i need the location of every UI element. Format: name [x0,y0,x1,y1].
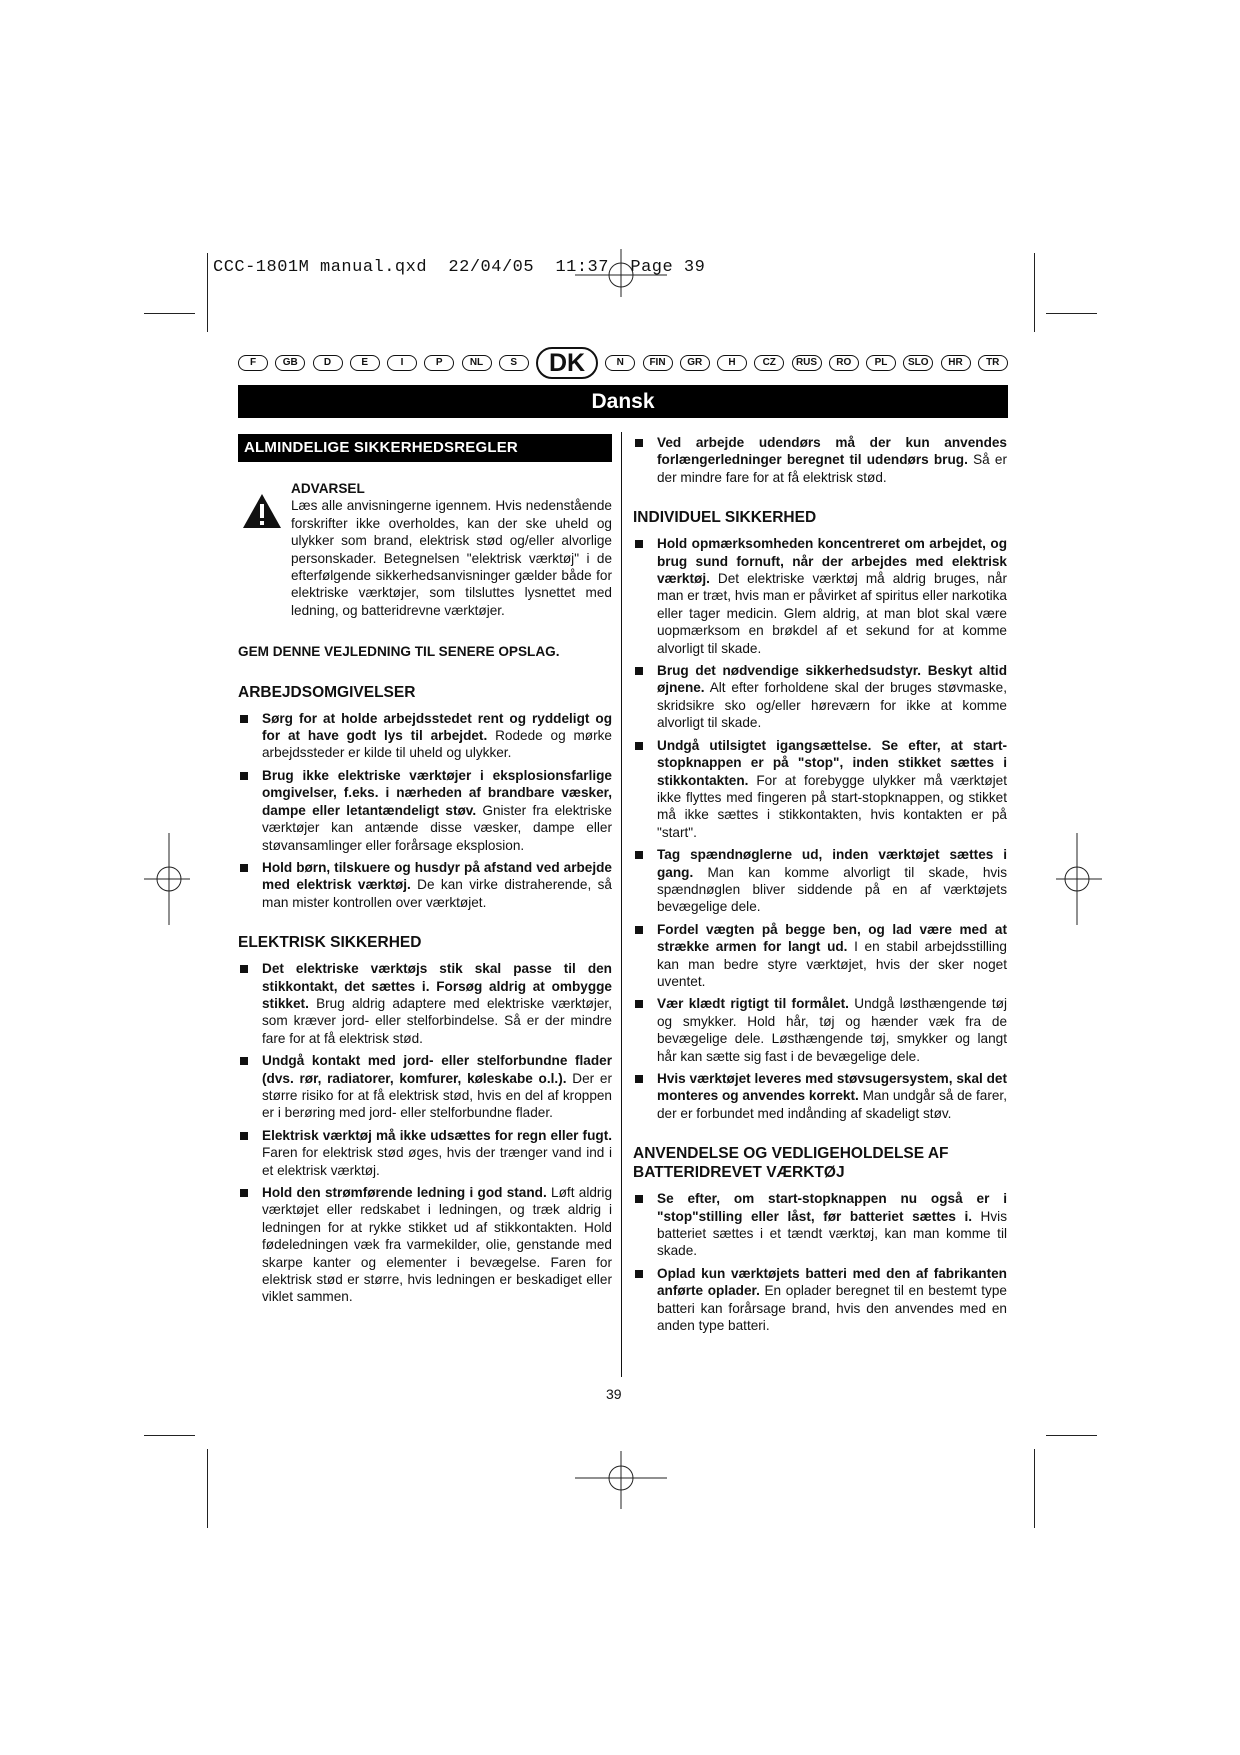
list-item [633,434,1007,486]
list-item [633,1190,1007,1260]
list-item [238,710,612,762]
language-tab-e: E [350,355,380,371]
item-bold-text: Sørg for at holde arbejdsstedet rent og ryddeligt og for at have godt lys til arbejdet. [262,710,612,744]
language-tab-n: N [605,355,635,371]
section-title-general-safety: ALMINDELIGE SIKKERHEDSREGLER [238,434,612,462]
crop-mark [144,313,195,314]
item-bold-text: Undgå utilsigtet igangsættelse. Se efter, at start-stopknappen er på "stop", inden stikket sættes i stikkontakten. [657,737,1007,788]
item-text: Man kan komme alvorligt til skade, hvis spændnøglen bliver siddende på en af værktøjets bevægelige dele. [657,864,1007,915]
warning-block [238,480,612,619]
language-tab-rus: RUS [792,355,822,371]
item-text: Gnister fra elektriske værktøjer kan antænde disse væsker, dampe eller støvansamlinger eller forårsage eksplosion. [262,802,612,853]
item-bold-text: Oplad kun værktøjets batteri med den af fabrikanten anførte oplader. [657,1265,1007,1299]
language-tab-f: F [238,355,268,371]
item-bold-text: Hvis værktøjet leveres med støvsugersystem, skal det monteres og anvendes korrekt. [657,1071,1007,1104]
list-item [633,921,1007,991]
item-text: Alt efter forholdene skal der bruges støvmaske, skridsikre sko og/eller høreværn for ikke at komme alvorligt til skade. [657,680,1007,731]
list-item [633,662,1007,732]
list-item [633,846,1007,916]
language-tab-pl: PL [866,355,896,371]
language-tab-slo: SLO [903,355,933,371]
item-text: Man undgår så de farer, der er forbundet med indånding af skadeligt støv. [657,1088,1007,1121]
item-bold-text: Brug ikke elektriske værktøjer i eksplosionsfarlige omgivelser, f.eks. i nærheden af brandbare væsker, dampe eller letantændeligt støv. [262,767,612,818]
item-text: En oplader beregnet til en bestemt type batteri kan forårsage brand, hvis den anvendes med en anden type batteri. [657,1283,1007,1334]
column-divider [621,432,622,1377]
heading-electrical-safety: ELEKTRISK SIKKERHED [238,934,422,952]
item-text: Det elektriske værktøj må aldrig bruges, når man er træt, hvis man er påvirket af spiritus eller narkotika eller tager medicin. Glem aldrig, at man blot skal være uopmærksom en brøkdel af et sekund for at komme alvorligt til skade. [657,571,1007,656]
item-text: De kan virke distraherende, så man mister kontrollen over værktøjet. [262,877,612,910]
language-tab-dk: DK [536,347,598,379]
list-item [238,767,612,854]
item-text: Hvis batteriet sættes i et tændt værktøj, kan man komme til skade. [657,1208,1007,1259]
heading-battery-tool: ANVENDELSE OG VEDLIGEHOLDELSE AF BATTERIDREVET VÆRKTØJ [633,1145,949,1182]
list-item [633,737,1007,841]
registration-mark-bottom [575,1451,667,1509]
warning-title: ADVARSEL [291,481,365,496]
registration-mark-right [1056,833,1102,925]
list-item [238,859,612,911]
crop-mark [144,1435,195,1436]
warning-text: Læs alle anvisningerne igennem. Hvis nedenstående forskrifter ikke overholdes, kan der ske uheld og ulykker som brand, elektrisk stød og/eller alvorlige personskader. Betegnelsen "elektrisk værktøj" i de efterfølgende sikkerhedsanvisninger gælder både for elektriske værktøjer, som tilsluttes lysnettet med ledning, og batteridrevne værktøjer. [291,498,612,618]
heading-work-area: ARBEJDSOMGIVELSER [238,683,416,701]
heading-personal-safety: INDIVIDUEL SIKKERHED [633,509,817,527]
item-text: I en stabil arbejdsstilling kan man bedre styre værktøjet, hvis der sker noget uventet. [657,939,1007,989]
language-tab-cz: CZ [754,355,784,371]
battery-tool-list [633,1190,1007,1334]
item-bold-text: Fordel vægten på begge ben, og lad være med at strække armen for langt ud. [657,921,1007,955]
list-item [633,1070,1007,1122]
item-text: For at forebygge ulykker må værktøjet ikke flyttes med fingeren på start-stopknappen, og stikket må ikke sættes i stikkontakten, hvis kontakten er på "start". [657,772,1007,840]
language-tab-fin: FIN [643,355,673,371]
list-item [238,960,612,1047]
crop-mark [207,253,208,332]
crop-mark [1046,313,1097,314]
item-bold-text: Hold opmærksomheden koncentreret om arbejdet, og brug sund fornuft, når der arbejdes med elektrisk værktøj. [657,536,1007,587]
language-tab-tr: TR [978,355,1008,371]
page-number: 39 [606,1386,622,1402]
language-tab-h: H [717,355,747,371]
item-text: Så er der mindre fare for at få elektrisk stød. [657,452,1007,485]
warning-triangle-icon [242,493,282,529]
crop-mark [1046,1435,1097,1436]
outdoor-list [633,434,1007,486]
list-item [633,535,1007,657]
item-text: Faren for elektrisk stød øges, hvis der trænger vand ind i et elektrisk værktøj. [262,1145,612,1178]
language-tab-hr: HR [941,355,971,371]
registration-mark-left [144,833,190,925]
keep-notice: GEM DENNE VEJLEDNING TIL SENERE OPSLAG. [238,644,560,660]
item-bold-text: Brug det nødvendige sikkerhedsudstyr. Beskyt altid øjnene. [657,663,1007,696]
list-item [238,1127,612,1179]
list-item [633,995,1007,1065]
item-bold-text: Hold børn, tilskuere og husdyr på afstand ved arbejde med elektrisk værktøj. [262,859,612,893]
electrical-safety-list [238,960,612,1306]
language-tab-nl: NL [462,355,492,371]
language-tab-ro: RO [829,355,859,371]
list-item [238,1052,612,1122]
language-tab-gr: GR [680,355,710,371]
item-bold-text: Det elektriske værktøjs stik skal passe til den stikkontakt, det sættes i. Forsøg aldrig at ombygge stikket. [262,961,612,1011]
language-tab-p: P [424,355,454,371]
item-text: Brug aldrig adaptere med elektriske værktøjer, som kræver jord- eller stelforbindelse. Så er der mindre fare for at få elektrisk stød. [262,995,612,1046]
item-bold-text: Tag spændnøglerne ud, inden værktøjet sættes i gang. [657,847,1007,880]
item-bold-text: Hold den strømførende ledning i god stand. [262,1185,547,1200]
list-item [238,1184,612,1306]
item-bold-text: Undgå kontakt med jord- eller stelforbundne flader (dvs. rør, radiatorer, komfurer, køleskabe o.l.). [262,1053,612,1086]
right-column [633,430,1007,1339]
item-bold-text: Ved arbejde udendørs må der kun anvendes forlængerledninger beregnet til udendørs brug. [657,435,1007,468]
item-bold-text: Se efter, om start-stopknappen nu også er i "stop"stilling eller låst, før batteriet sættes i. [657,1191,1007,1224]
language-tab-d: D [313,355,343,371]
language-tab-i: I [387,355,417,371]
language-selector [238,346,1008,380]
crop-mark [207,1449,208,1528]
language-tab-s: S [499,355,529,371]
left-column [238,430,612,1311]
work-area-list [238,710,612,911]
language-tab-gb: GB [275,355,305,371]
item-text: Rodede og mørke arbejdssteder er kilde til uheld og ulykker. [262,728,612,761]
item-text: Der er større risiko for at få elektrisk stød, hvis en del af kroppen er i berøring med jord- eller stelforbundne flader. [262,1070,612,1121]
list-item [633,1265,1007,1335]
print-slug: CCC-1801M manual.qxd 22/04/05 11:37 Page 39 [213,258,706,277]
item-text: Undgå løsthængende tøj og smykker. Hold hår, tøj og hænder væk fra de bevægelige dele. Løsthængende tøj, smykker og langt hår kan sætte sig fast i de bevægelige dele. [657,996,1007,1064]
language-title: Dansk [238,385,1008,418]
item-bold-text: Elektrisk værktøj må ikke udsættes for regn eller fugt. [262,1127,612,1143]
crop-mark [1034,253,1035,332]
personal-safety-list [633,535,1007,1122]
item-bold-text: Vær klædt rigtigt til formålet. [657,996,849,1012]
crop-mark [1034,1449,1035,1528]
item-text: Løft aldrig værktøjet eller redskabet i ledningen, og træk aldrig i ledningen for at rykke stikket ud af stikkontakten. Hold fødeledningen væk fra varmekilder, olie, genstande med skarpe kanter og elementer i bevægelse. Faren for elektrisk stød er større, hvis ledningen er beskadiget eller viklet sammen. [262,1185,613,1305]
